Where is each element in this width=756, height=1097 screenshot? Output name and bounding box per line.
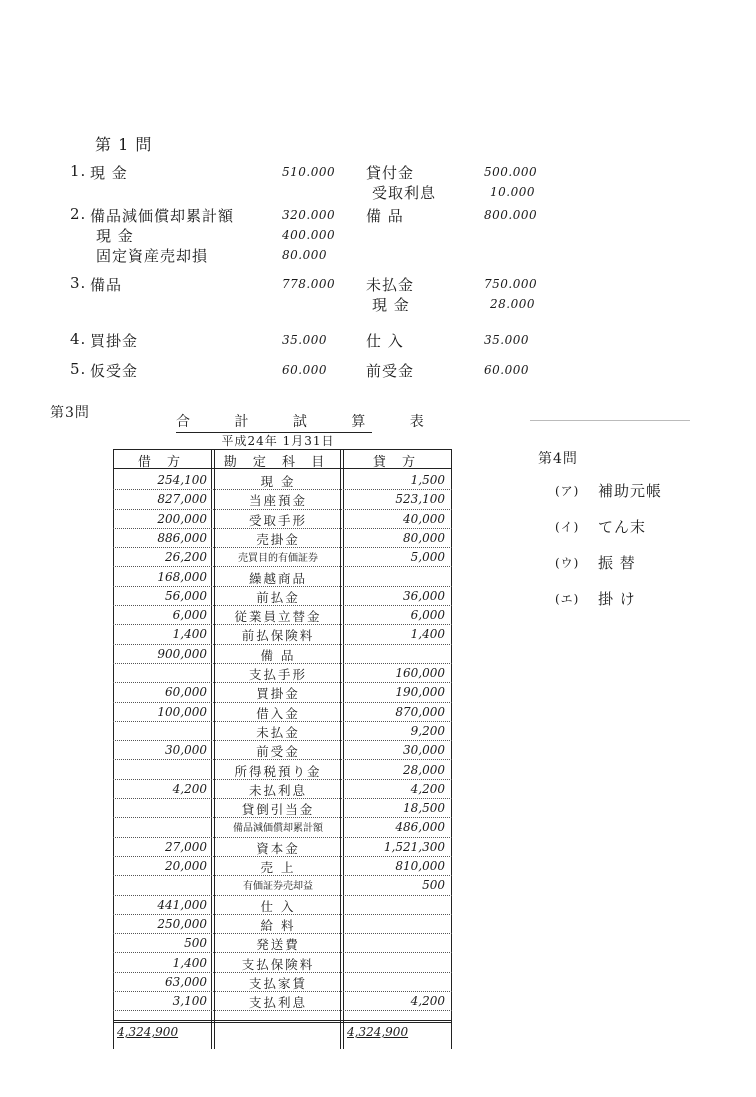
- table-row: [113, 490, 452, 509]
- trial-balance-title: 合 計 試 算 表: [176, 411, 372, 433]
- credit-cell: 80,000: [403, 530, 445, 545]
- debit-cell: 56,000: [165, 588, 207, 603]
- table-row: [113, 510, 452, 529]
- table-row: [113, 471, 452, 490]
- debit-cell: 6,000: [172, 608, 207, 623]
- debit-cell: 1,400: [172, 955, 207, 970]
- debit-account: 現 金: [90, 164, 128, 182]
- right-dash-line: [530, 420, 690, 421]
- debit-cell: 500: [184, 936, 207, 951]
- table-row: [113, 645, 452, 664]
- credit-cell: 9,200: [410, 723, 445, 738]
- account-cell: 発送費: [256, 937, 300, 953]
- debit-cell: 27,000: [165, 839, 207, 854]
- table-row: [113, 934, 452, 953]
- table-row: [113, 722, 452, 741]
- account-cell: 資本金: [256, 840, 300, 856]
- table-row: [113, 683, 452, 702]
- table-row: [113, 954, 452, 973]
- table-row: [113, 741, 452, 760]
- answer-text: 振 替: [598, 554, 636, 572]
- credit-amount: 500.000: [484, 165, 538, 179]
- header-account: 勘 定 科 目: [223, 455, 331, 470]
- credit-cell: 1,400: [410, 627, 445, 642]
- entry-number: 5.: [70, 360, 87, 378]
- credit-account: 現 金: [372, 296, 410, 314]
- answer-text: 掛 け: [598, 590, 636, 608]
- account-cell: 支払利息: [248, 995, 307, 1011]
- account-cell: 前受金: [256, 744, 300, 760]
- account-cell: 売掛金: [256, 531, 300, 547]
- account-cell: 支払手形: [248, 667, 307, 682]
- table-row: [113, 587, 452, 606]
- debit-cell: 30,000: [165, 743, 207, 758]
- credit-account: 貸付金: [366, 164, 415, 182]
- credit-cell: 810,000: [395, 859, 445, 873]
- table-row: [113, 876, 452, 895]
- account-cell: 売 上: [260, 860, 296, 875]
- debit-cell: 441,000: [157, 897, 207, 912]
- credit-cell: 870,000: [395, 704, 445, 719]
- answer-text: 補助元帳: [598, 482, 663, 500]
- debit-amount: 510.000: [282, 165, 336, 179]
- account-cell: 未払利息: [248, 782, 307, 798]
- answer-mark: (ア): [555, 484, 580, 498]
- account-cell: 前払保険料: [241, 628, 315, 644]
- credit-cell: 6,000: [410, 608, 445, 623]
- credit-cell: 28,000: [403, 762, 445, 777]
- debit-cell: 254,100: [157, 473, 207, 487]
- account-cell: 当座預金: [248, 493, 307, 509]
- debit-cell: 900,000: [157, 646, 207, 661]
- debit-account: 備品減価償却累計額: [90, 207, 235, 225]
- credit-amount: 750.000: [484, 277, 538, 291]
- debit-cell: 20,000: [165, 859, 207, 873]
- debit-cell: 886,000: [157, 530, 207, 545]
- debit-account: 現 金: [96, 227, 134, 245]
- credit-cell: 486,000: [395, 820, 445, 835]
- credit-account: 備 品: [366, 207, 404, 225]
- debit-amount: 60.000: [282, 363, 327, 377]
- credit-cell: 500: [422, 878, 445, 893]
- table-row: [113, 703, 452, 722]
- credit-account: 仕 入: [366, 332, 404, 350]
- table-row: [113, 838, 452, 857]
- account-cell: 支払家賃: [248, 975, 307, 991]
- credit-cell: 4,200: [410, 994, 445, 1009]
- debit-account: 仮受金: [90, 362, 139, 380]
- table-row: [113, 625, 452, 644]
- account-cell: 買掛金: [256, 686, 300, 702]
- credit-account: 未払金: [366, 276, 415, 294]
- credit-account: 受取利息: [372, 184, 437, 202]
- table-row: [113, 568, 452, 587]
- debit-cell: 250,000: [157, 916, 207, 931]
- table-row: [113, 529, 452, 548]
- account-cell: 給 料: [260, 917, 296, 933]
- account-cell: 貸倒引当金: [241, 802, 315, 818]
- debit-amount: 35.000: [282, 333, 327, 347]
- debit-amount: 80.000: [282, 248, 327, 262]
- credit-cell: 18,500: [403, 801, 445, 816]
- total-debit: 4,324,900: [117, 1025, 179, 1039]
- credit-cell: 36,000: [403, 588, 445, 603]
- credit-amount: 10.000: [490, 185, 535, 199]
- debit-cell: 4,200: [172, 781, 207, 796]
- credit-cell: 5,000: [410, 550, 445, 565]
- credit-account: 前受金: [366, 362, 415, 380]
- account-cell: 未払金: [256, 724, 300, 740]
- debit-cell: 63,000: [165, 974, 207, 989]
- account-cell: 繰越商品: [248, 570, 307, 586]
- account-cell: 現 金: [260, 474, 296, 489]
- credit-amount: 35.000: [484, 333, 529, 347]
- table-row: [113, 857, 452, 876]
- trial-balance-table: [113, 449, 452, 1049]
- trial-balance-date: 平成24年 1月31日: [208, 432, 348, 450]
- account-cell: 前払金: [256, 589, 300, 605]
- credit-cell: 4,200: [410, 781, 445, 796]
- debit-account: 備品: [90, 276, 123, 294]
- credit-cell: 40,000: [403, 511, 445, 526]
- debit-amount: 320.000: [282, 208, 336, 222]
- answer-mark: (イ): [555, 520, 580, 534]
- account-cell: 仕 入: [260, 898, 296, 914]
- credit-cell: 30,000: [403, 743, 445, 758]
- account-cell: 支払保険料: [241, 956, 315, 972]
- table-row: [113, 780, 452, 799]
- debit-account: 固定資産売却損: [96, 247, 209, 265]
- debit-cell: 1,400: [172, 627, 207, 642]
- answer-mark: (ウ): [555, 556, 580, 570]
- credit-cell: 190,000: [395, 685, 445, 700]
- table-row: [113, 548, 452, 567]
- table-row: [113, 973, 452, 992]
- q3-heading: 第3問: [50, 405, 90, 421]
- credit-cell: 160,000: [395, 666, 445, 680]
- table-row: [113, 799, 452, 818]
- table-row: [113, 896, 452, 915]
- table-row: [113, 992, 452, 1011]
- debit-amount: 400.000: [282, 228, 336, 242]
- answer-text: てん末: [598, 518, 647, 536]
- credit-cell: 1,521,300: [383, 839, 445, 854]
- debit-account: 買掛金: [90, 332, 139, 350]
- account-cell: 売買目的有価証券: [238, 553, 318, 565]
- credit-amount: 800.000: [484, 208, 538, 222]
- account-cell: 従業員立替金: [234, 609, 322, 625]
- entry-number: 1.: [70, 162, 87, 180]
- entry-number: 3.: [70, 274, 87, 292]
- account-cell: 備 品: [260, 647, 296, 663]
- account-cell: 所得税預り金: [234, 763, 322, 779]
- debit-cell: 60,000: [165, 685, 207, 700]
- account-cell: 有価証券売却益: [243, 881, 313, 893]
- credit-cell: 523,100: [395, 492, 445, 507]
- credit-amount: 60.000: [484, 363, 529, 377]
- answer-mark: (エ): [555, 592, 580, 606]
- table-row: [113, 818, 452, 837]
- credit-amount: 28.000: [490, 297, 535, 311]
- debit-cell: 168,000: [157, 569, 207, 584]
- debit-cell: 200,000: [157, 511, 207, 526]
- q4-heading: 第4問: [538, 451, 578, 467]
- credit-cell: 1,500: [410, 473, 445, 487]
- debit-cell: 100,000: [157, 704, 207, 719]
- account-cell: 備品減価償却累計額: [233, 823, 323, 835]
- debit-amount: 778.000: [282, 277, 336, 291]
- q1-heading: 第 1 問: [95, 135, 153, 154]
- header-debit: 借 方: [137, 455, 187, 470]
- table-row: [113, 915, 452, 934]
- debit-cell: 827,000: [157, 492, 207, 507]
- table-row: [113, 664, 452, 683]
- debit-cell: 26,200: [165, 550, 207, 565]
- header-credit: 貸 方: [372, 455, 422, 470]
- total-credit: 4,324,900: [347, 1025, 409, 1039]
- entry-number: 2.: [70, 205, 87, 223]
- table-row: [113, 606, 452, 625]
- table-row: [113, 761, 452, 780]
- account-cell: 借入金: [256, 705, 300, 721]
- entry-number: 4.: [70, 330, 87, 348]
- debit-cell: 3,100: [172, 994, 207, 1009]
- account-cell: 受取手形: [248, 512, 307, 528]
